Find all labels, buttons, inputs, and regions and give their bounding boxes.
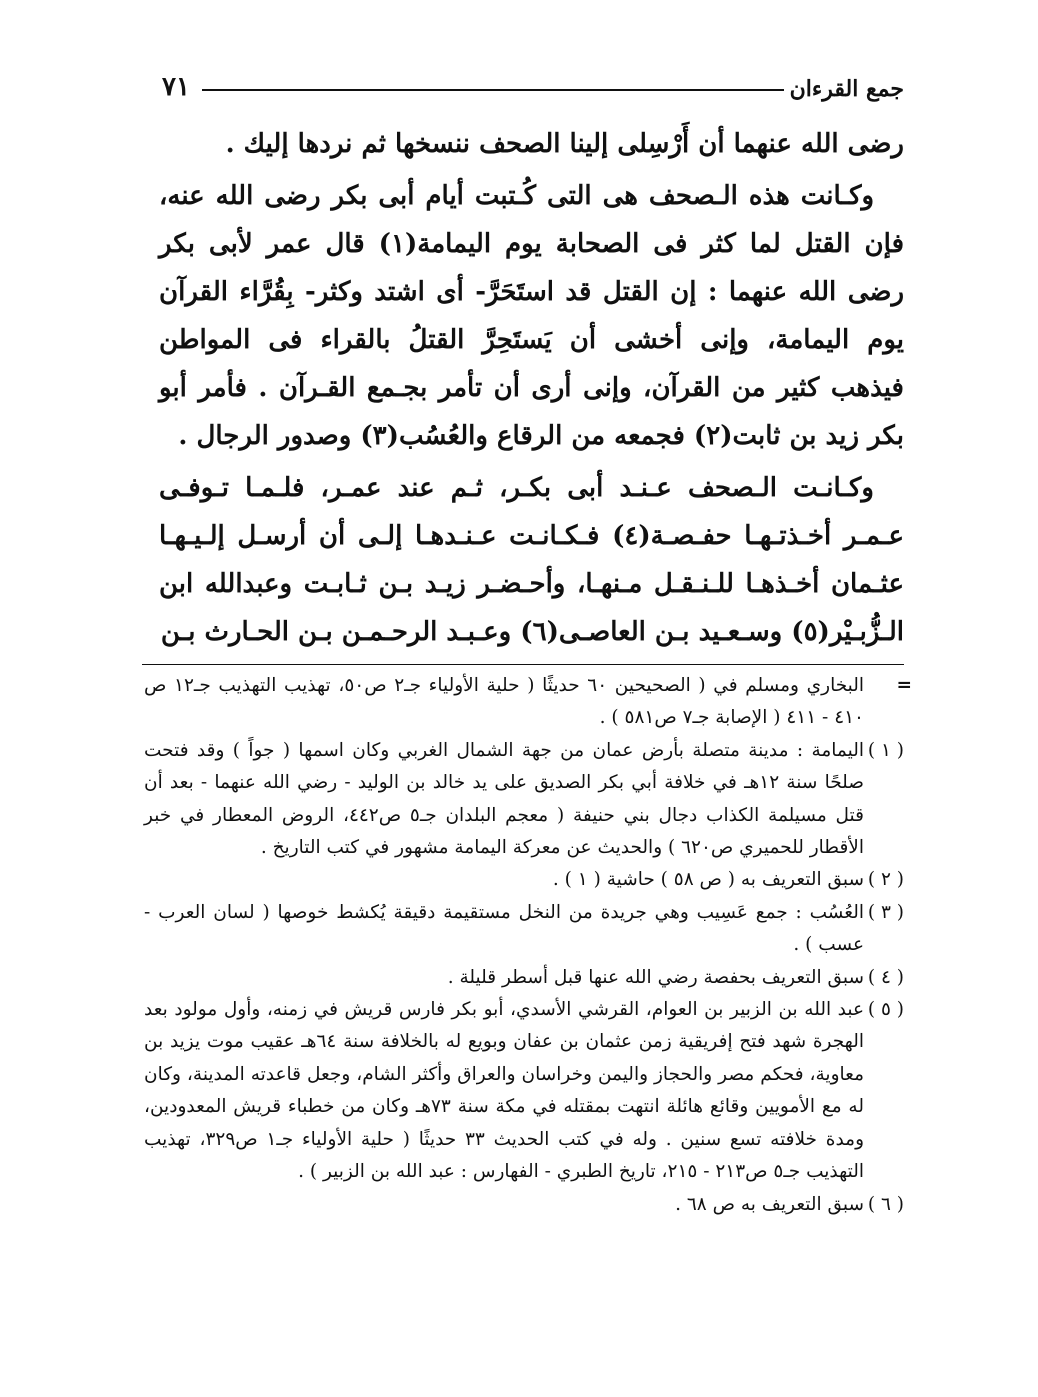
continuation-mark: = [896, 675, 912, 696]
footnote-text: سبق التعريف به ص ٦٨ . [675, 1193, 864, 1215]
header-rule [202, 89, 784, 91]
footnote-2 [144, 864, 904, 896]
footnote-3 [144, 897, 904, 962]
footnote-number: ( ٤ ) [867, 966, 904, 988]
footnote-5 [144, 994, 904, 1188]
footnote-text: سبق التعريف بحفصة رضي الله عنها قبل أسطر قليلة . [447, 966, 864, 988]
footnote-text: اليمامة : مدينة متصلة بأرض عمان من جهة الشمال الغربي وكان اسمها ( جواً ) وقد فتحت صلحًا سنة ١٢هـ في خلافة أبي بكر الصديق على يد خالد بن الوليد - رضي الله عنهما - بعد أن قتل مسيلمة الكذاب دجال بني حنيفة ( معجم البلدان جـ٥ ص٤٤٢، الروض المعطار في خبر الأقطار للحميري ص٦٢٠ ) والحديث عن معركة اليمامة مشهور في كتب التاريخ . [144, 739, 864, 859]
page-header [150, 66, 904, 106]
footnote-1 [144, 735, 904, 865]
footnote-text: سبق التعريف به ( ص ٥٨ ) حاشية ( ١ ) . [552, 869, 864, 891]
footnotes [144, 670, 912, 1221]
footnote-text: البخاري ومسلم في ( الصحيحين ٦٠ حديثًا ( حلية الأولياء جـ٢ ص٥٠، تهذيب التهذيب جـ١٢ ص ٤١٠ - ٤١١ ( الإصابة جـ٧ ص٥٨١ ) . [144, 675, 865, 729]
running-title: جمع القرءان [789, 76, 904, 102]
footnote-continuation [144, 670, 912, 735]
footnote-text: عبد الله بن الزبير بن العوام، القرشي الأسدي، أبو بكر فارس قريش في زمنه، وأول مولود بعد الهجرة شهد فتح إفريقية زمن عثمان بن عفان وبويع له بالخلافة سنة ٦٤هـ عقيب موت يزيد بن معاوية، فحكم مصر والحجاز واليمن وخراسان والعراق وأكثر الشام، وجعل قاعدته المدينة، وكان له مع الأمويين وقائع هائلة انتهت بمقتله في مكة سنة ٧٣هـ وكان من خطباء قريش المعدودين، ومدة خلافته تسع سنين . وله في كتب الحديث ٣٣ حديثًا ( حلية الأولياء جـ١ ص٣٢٩، تهذيب التهذيب جـ٥ ص٢١٣ - ٢١٥، تاريخ الطبري - الفهارس : عبد الله بن الزبير ) . [144, 999, 865, 1183]
footnote-number: ( ٦ ) [867, 1193, 904, 1215]
paragraph-2: وكـانت هذه الـصحف هى التى كُـتبت أيام أبى بكر رضى الله عنه، فإن القتل لما كثر فى الصحابة يوم اليمامة(١) قال عمر لأبى بكر رضى الله عنهما : إن القتل قد استَحَرَّ- أى اشتد وكثر- بِقُرَّاء القرآن يوم اليمامة، وإنى أخشى أن يَستَحِرَّ القتلُ بالقراء فى المواطن فيذهب كثير من القرآن، وإنى أرى أن تأمر بجـمع القـرآن . فأمر أبو بكر زيد بن ثابت(٢) فجمعه من الرقاع والعُسُب(٣) وصدور الرجال . [159, 181, 904, 451]
footnote-number: ( ٣ ) [867, 901, 904, 923]
footnote-number: ( ١ ) [867, 739, 904, 761]
paragraph-3: وكـانـت الـصحف عـنـد أبى بكـر، ثـم عند عمـر، فلـمـا تـوفـى عـمـر أخـذتـهـا حفـصـة(٤) فـكـانـت عـنـدهـا إلـى أن أرسـل إلـيـهـا عثـمان أخـذهـا للـنـقـل مـنهـا، وأحـضـر زيـد بـن ثـابـت وعبدالله ابن الـزُّبـيْر(٥) وسـعـيد بـن العاصـى(٦) وعـبـد الرحـمـن بـن الحـارث بـن [159, 473, 904, 647]
footnote-4 [144, 962, 904, 994]
paragraph-1: رضى الله عنهما أن أَرْسِلى إلينا الصحف ننسخها ثم نردها إليك . [225, 129, 904, 159]
footnote-separator [142, 664, 904, 665]
page-number: ٧١ [162, 72, 190, 102]
footnote-number: ( ٢ ) [867, 869, 904, 891]
footnote-number: ( ٥ ) [867, 999, 904, 1021]
main-text [159, 120, 904, 656]
footnote-text: العُسُب : جمع عَسِيب وهي جريدة من النخل مستقيمة دقيقة يُكشط خوصها ( لسان العرب - عسب ) . [144, 901, 864, 956]
footnote-6 [144, 1189, 904, 1221]
